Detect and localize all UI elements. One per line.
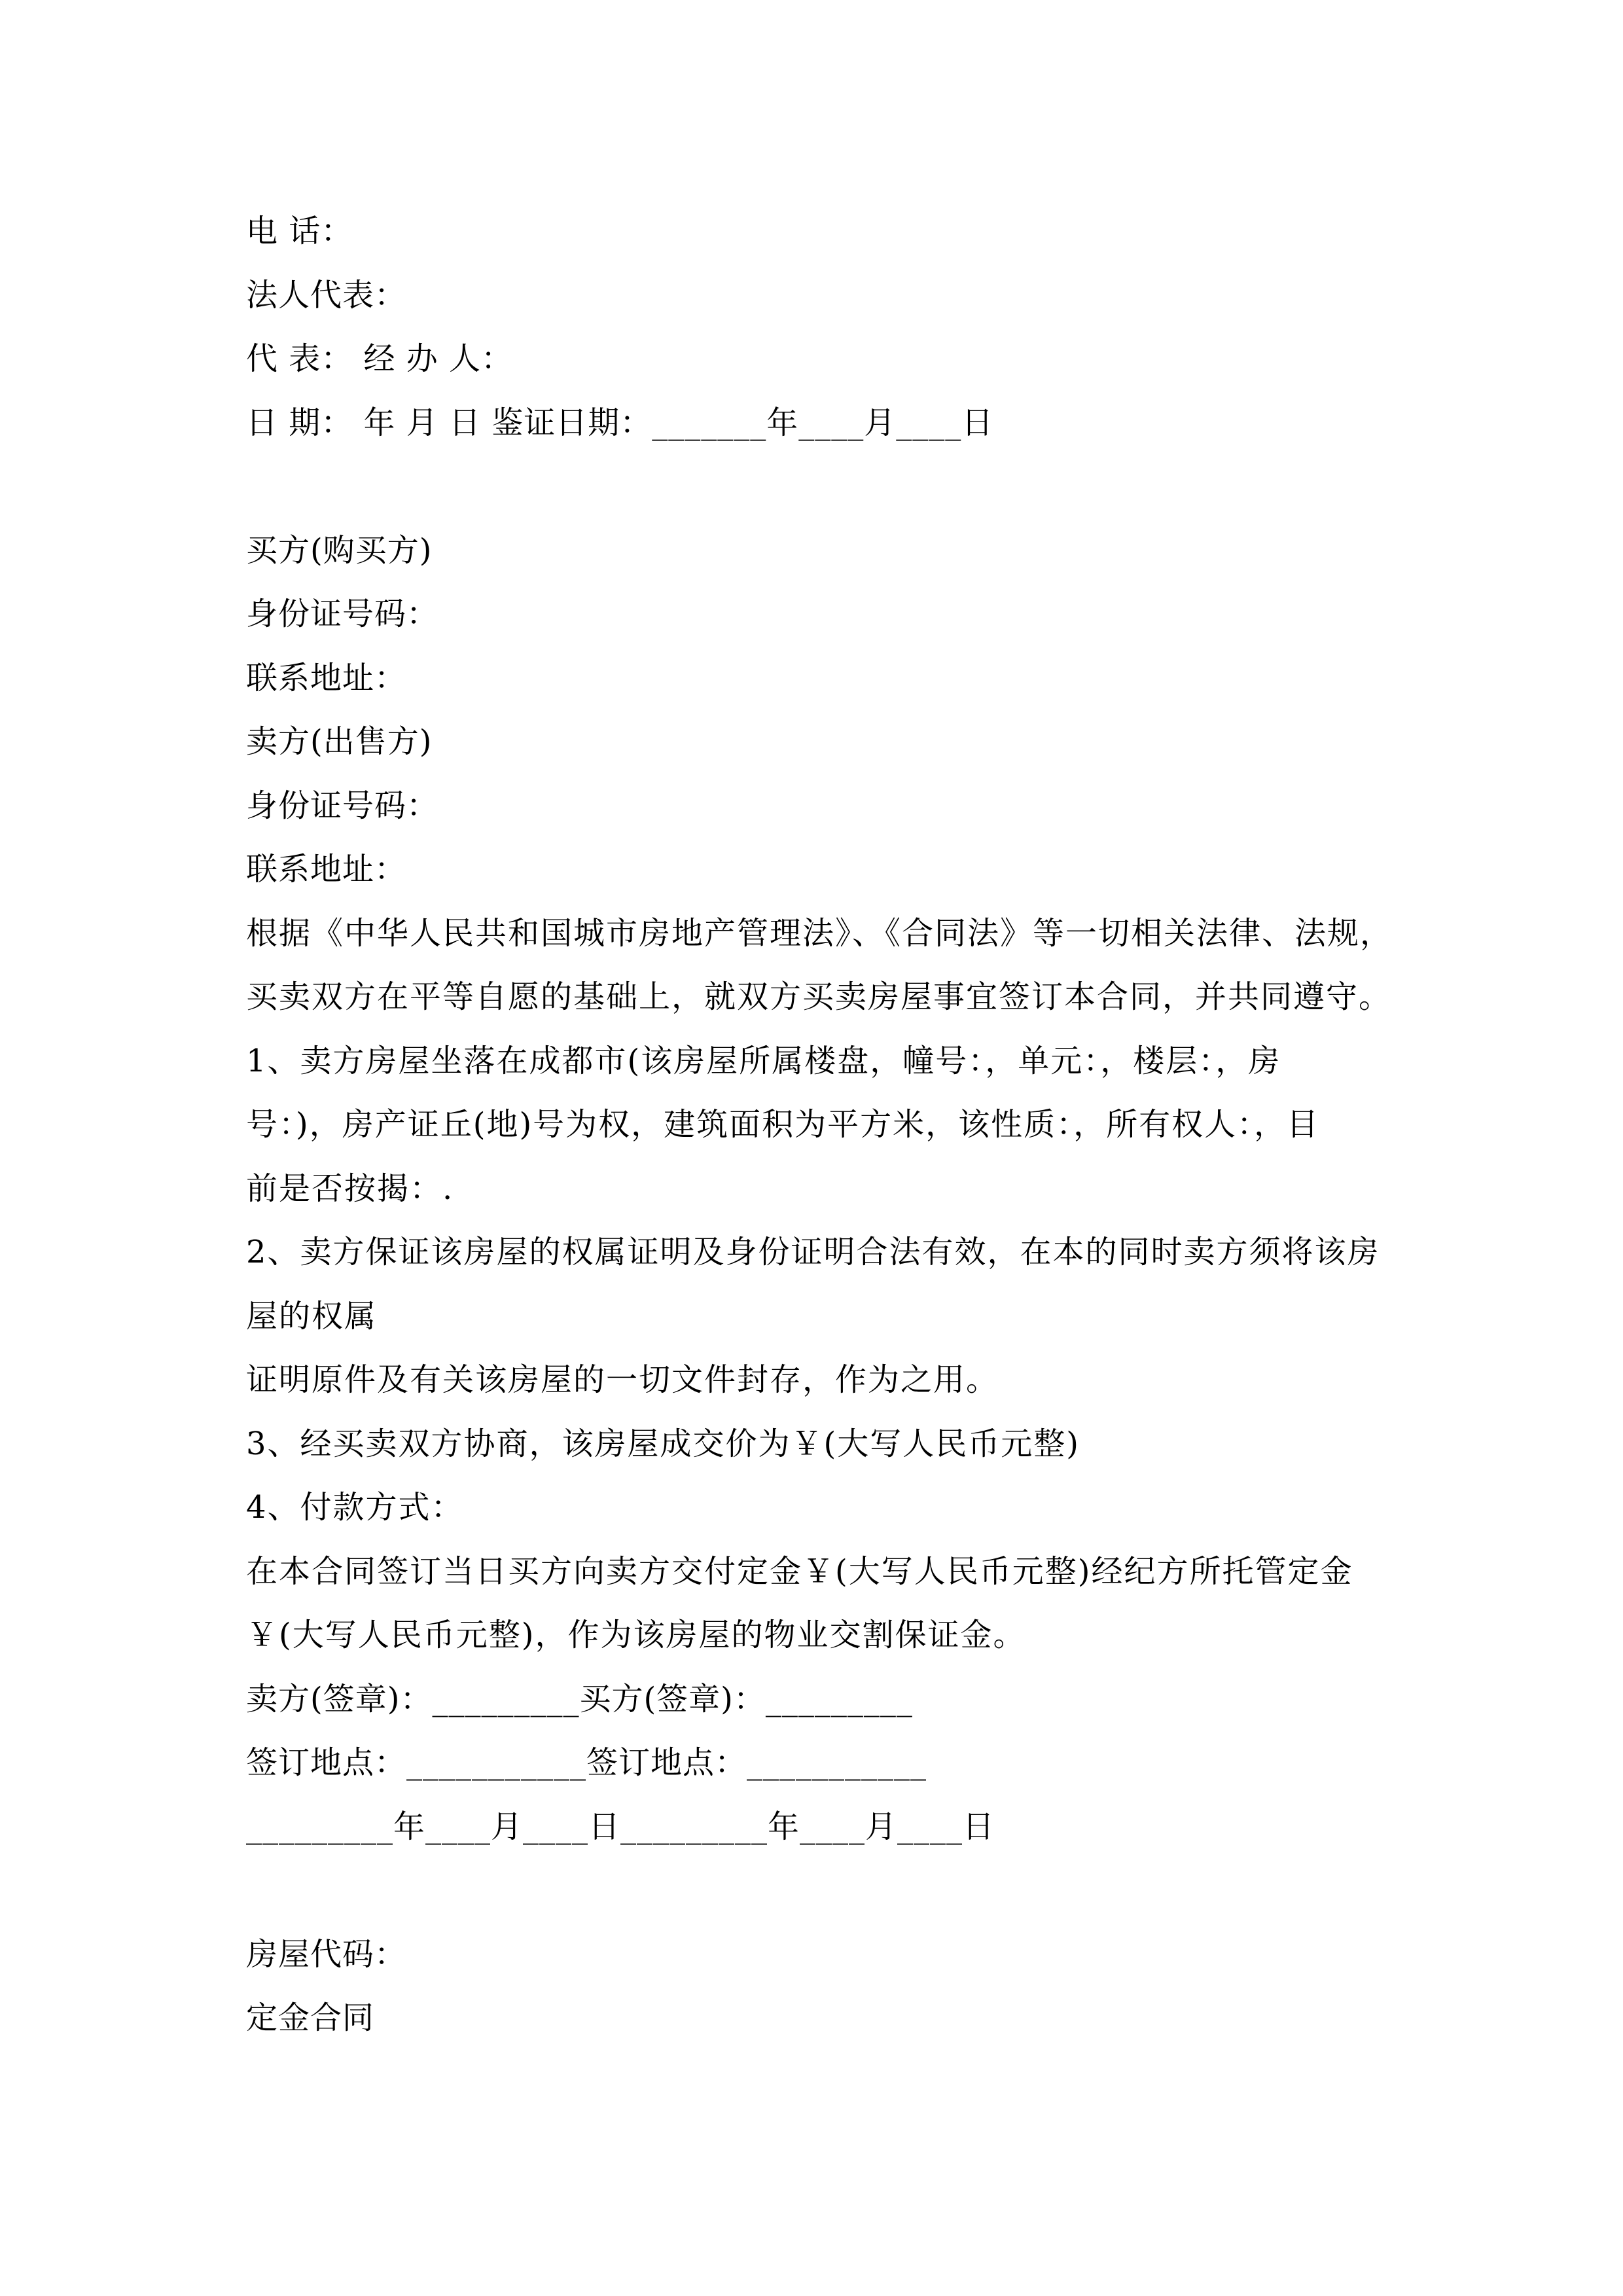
text-line-phone: 电 话： — [246, 213, 353, 249]
text-line-seller-id: 身份证号码： — [246, 787, 439, 824]
text-line-house-code: 房屋代码： — [246, 1935, 407, 1973]
paragraph-line: 号：)，房产证丘(地)号为权，建筑面积为平方米，该性质：，所有权人：，目 — [246, 1106, 1320, 1143]
text-line-seller: 卖方(出售方) — [246, 723, 433, 760]
blank-line — [246, 455, 1385, 519]
text-line-signatures: 卖方(签章)：_________买方(签章)：_________ — [246, 1680, 913, 1717]
paragraph-line: 屋的权属 — [246, 1297, 378, 1335]
paragraph-line: 2、卖方保证该房屋的权属证明及身份证明合法有效，在本的同时卖方须将该房 — [246, 1234, 1380, 1270]
document-body — [246, 200, 1393, 2051]
paragraph-line: 证明原件及有关该房屋的一切文件封存，作为之用。 — [246, 1361, 999, 1398]
text-line-buyer-id: 身份证号码： — [246, 596, 439, 632]
text-line-seller-address: 联系地址： — [246, 851, 407, 888]
paragraph-line: ￥(大写人民币元整)，作为该房屋的物业交割保证金。 — [246, 1617, 1026, 1653]
paragraph-line: 在本合同签订当日买方向卖方交付定金￥(大写人民币元整)经纪方所托管定金 — [246, 1552, 1353, 1590]
text-line-legal-rep: 法人代表： — [246, 276, 407, 314]
paragraph-line: 前是否按揭：. — [246, 1170, 454, 1207]
paragraph-line: 1、卖方房屋坐落在成都市(该房屋所属楼盘，幢号：，单元：，楼层：，房 — [246, 1042, 1281, 1079]
paragraph-line: 买卖双方在平等自愿的基础上，就双方买卖房屋事宜签订本合同，并共同遵守。 — [246, 978, 1392, 1015]
paragraph-line: 4、付款方式： — [246, 1489, 464, 1526]
text-line-deposit-contract: 定金合同 — [246, 2000, 375, 2036]
text-line-agent: 代 表： 经 办 人： — [246, 340, 514, 377]
text-line-buyer-address: 联系地址： — [246, 659, 407, 696]
paragraph-line: 3、经买卖双方协商，该房屋成交价为￥(大写人民币元整) — [246, 1425, 1080, 1462]
text-line-sign-place: 签订地点：___________签订地点：___________ — [246, 1744, 927, 1781]
text-line-date: 日 期： 年 月 日 鉴证日期：_______年____月____日 — [246, 404, 994, 441]
paragraph-line: 根据《中华人民共和国城市房地产管理法》、《合同法》等一切相关法律、法规， — [246, 914, 1393, 952]
text-line-buyer: 买方(购买方) — [246, 531, 433, 569]
blank-line — [246, 1859, 1385, 1923]
text-line-sign-date: _________年____月____日_________年____月____日 — [246, 1808, 995, 1845]
